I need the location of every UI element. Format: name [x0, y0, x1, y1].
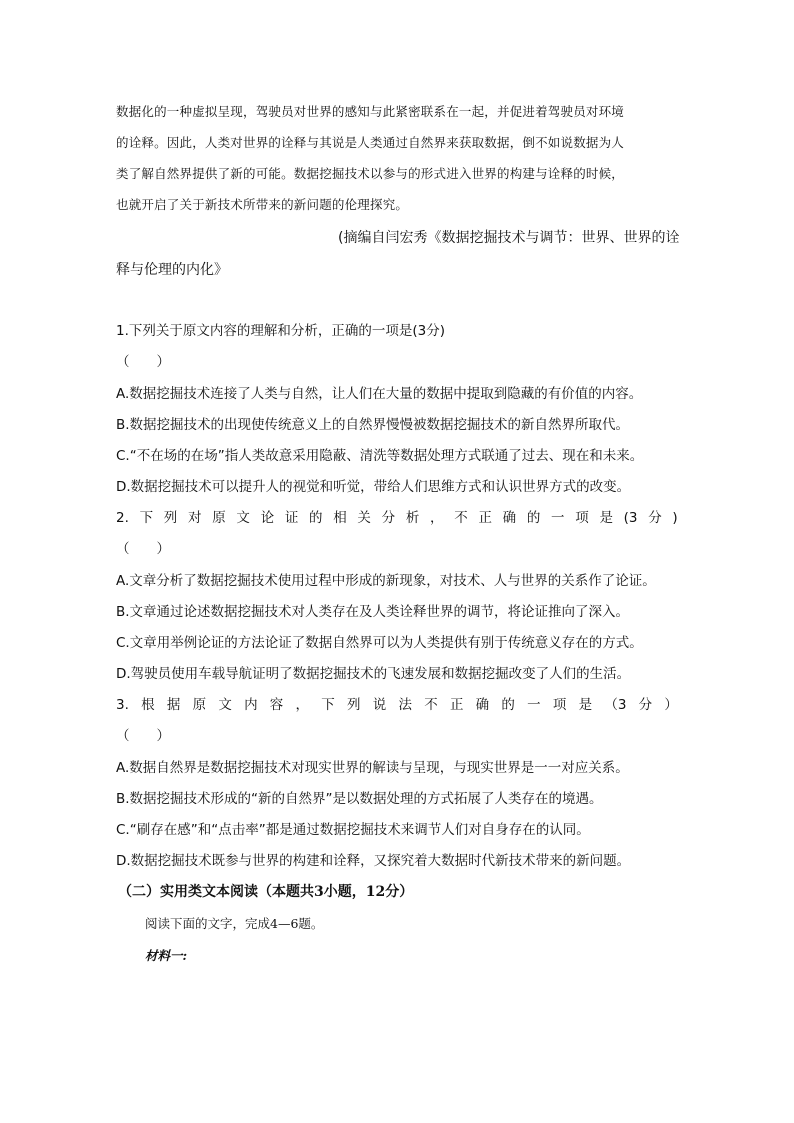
question-3-stem-char: 不 — [424, 697, 438, 713]
question-2-stem-char: 正 — [478, 510, 492, 526]
question-2-stem-char: 分 — [648, 510, 662, 526]
question-3-blank: （ ） — [116, 728, 170, 744]
question-2-stem-char: 下 — [139, 510, 154, 526]
question-1-option-b: B.数据挖掘技术的出现使传统意义上的自然界慢慢被数据挖掘技术的新自然界所取代。 — [116, 417, 630, 433]
question-3-option-c: C.“刷存在感”和“点击率”都是通过数据挖掘技术来调节人们对自身存在的认同。 — [116, 822, 590, 838]
passage-line-2: 的诠释。因此，人类对世界的诠释与其说是人类通过自然界来获取数据，倒不如说数据为人 — [116, 135, 625, 150]
section-heading: （二）实用类文本阅读（本题共3小题，12分） — [118, 884, 414, 900]
section-instructions: 阅读下面的文字，完成4—6题。 — [145, 916, 324, 931]
question-2-stem-char: ， — [430, 510, 444, 526]
question-2-stem-char: 析 — [405, 510, 420, 526]
question-3-stem-char: 分 — [638, 697, 653, 713]
question-2-stem-char: 论 — [260, 510, 275, 526]
question-2-stem-char: 2. — [116, 510, 129, 526]
question-3-stem-char: 下 — [321, 697, 335, 713]
question-3-stem-char: 内 — [244, 697, 258, 713]
question-3-option-a: A.数据自然界是数据挖掘技术对现实世界的解读与呈现，与现实世界是一一对应关系。 — [116, 760, 629, 776]
question-2-option-c: C.文章用举例论证的方法论证了数据自然界可以为人类提供有别于传统意义存在的方式。 — [116, 635, 643, 651]
question-2-stem-char: ) — [672, 510, 678, 526]
question-3-stem-char: 确 — [475, 697, 490, 713]
question-2-stem-char: (3 — [623, 510, 638, 526]
question-3-stem-char: 是 — [578, 697, 593, 713]
question-2-option-b: B.文章通过论述数据挖掘技术对人类存在及人类诠释世界的调节，将论证推向了深入。 — [116, 604, 630, 620]
passage-line-3: 类了解自然界提供了新的可能。数据挖掘技术以参与的形式进入世界的构建与诠释的时候， — [116, 166, 625, 181]
question-2-stem-char: 列 — [163, 510, 178, 526]
question-3-stem-char: ， — [295, 697, 310, 713]
question-2-stem-char: 相 — [333, 510, 347, 526]
source-citation-line-2: 释与伦理的内化》 — [116, 262, 228, 278]
question-3-stem-char: 根 — [141, 697, 155, 713]
question-2-option-a: A.文章分析了数据挖掘技术使用过程中形成的新现象，对技术、人与世界的关系作了论证。 — [116, 573, 656, 589]
question-2-stem-char: 是 — [599, 510, 613, 526]
question-3-stem-char: 法 — [398, 697, 412, 713]
question-2-stem-char: 证 — [284, 510, 299, 526]
question-2-stem-char: 的 — [309, 510, 323, 526]
question-1-blank: （ ） — [116, 354, 170, 370]
question-1-stem: 1.下列关于原文内容的理解和分析，正确的一项是(3分) — [116, 323, 446, 339]
question-1-option-a: A.数据挖掘技术连接了人类与自然，让人们在大量的数据中提取到隐藏的有价值的内容。 — [116, 386, 643, 402]
question-2-stem-char: 不 — [454, 510, 468, 526]
question-2-stem-char: 一 — [551, 510, 565, 526]
question-1-option-c: C.“不在场的在场”指人类故意采用隐蔽、清洗等数据处理方式联通了过去、现在和未来。 — [116, 448, 644, 464]
question-3-stem-char: 正 — [449, 697, 464, 713]
question-3-stem-char: 容 — [269, 697, 284, 713]
question-1-option-d: D.数据挖掘技术可以提升人的视觉和听觉，带给人们思维方式和认识世界方式的改变。 — [116, 479, 631, 495]
question-3-stem-char: 据 — [166, 697, 181, 713]
question-2-stem-char: 文 — [236, 510, 250, 526]
question-3-stem-char: （3 — [604, 697, 627, 713]
question-3-stem — [116, 695, 678, 715]
question-2-stem-char: 确 — [502, 510, 517, 526]
question-3-option-b: B.数据挖掘技术形成的“新的自然界”是以数据处理的方式拓展了人类存在的境遇。 — [116, 791, 603, 807]
question-2-stem — [116, 508, 678, 528]
question-3-stem-char: 说 — [372, 697, 387, 713]
question-2-stem-char: 原 — [212, 510, 226, 526]
question-3-option-d: D.数据挖掘技术既参与世界的构建和诠释，又探究着大数据时代新技术带来的新问题。 — [116, 853, 631, 869]
question-3-stem-char: 的 — [501, 697, 515, 713]
question-3-stem-char: 列 — [347, 697, 361, 713]
source-citation-line-1: (摘编自闫宏秀《数据挖掘技术与调节：世界、世界的诠 — [338, 230, 680, 246]
question-2-stem-char: 项 — [575, 510, 589, 526]
question-3-stem-char: 一 — [527, 697, 541, 713]
question-2-option-d: D.驾驶员使用车载导航证明了数据挖掘技术的飞速发展和数据挖掘改变了人们的生活。 — [116, 666, 631, 682]
question-3-stem-char: 项 — [552, 697, 567, 713]
question-2-stem-char: 的 — [526, 510, 541, 526]
passage-line-1: 数据化的一种虚拟呈现，驾驶员对世界的感知与此紧密联系在一起，并促进着驾驶员对环境 — [116, 104, 625, 119]
passage-line-4: 也就开启了关于新技术所带来的新问题的伦理探究。 — [116, 197, 409, 212]
question-2-stem-char: 分 — [381, 510, 396, 526]
question-3-stem-char: 原 — [192, 697, 207, 713]
question-2-stem-char: 对 — [188, 510, 202, 526]
question-2-stem-char: 关 — [357, 510, 371, 526]
question-2-blank: （ ） — [116, 541, 170, 557]
question-3-stem-char: 3. — [116, 697, 129, 713]
question-3-stem-char: 文 — [218, 697, 232, 713]
material-label: 材料一: — [145, 948, 188, 963]
question-3-stem-char: ） — [664, 697, 678, 713]
